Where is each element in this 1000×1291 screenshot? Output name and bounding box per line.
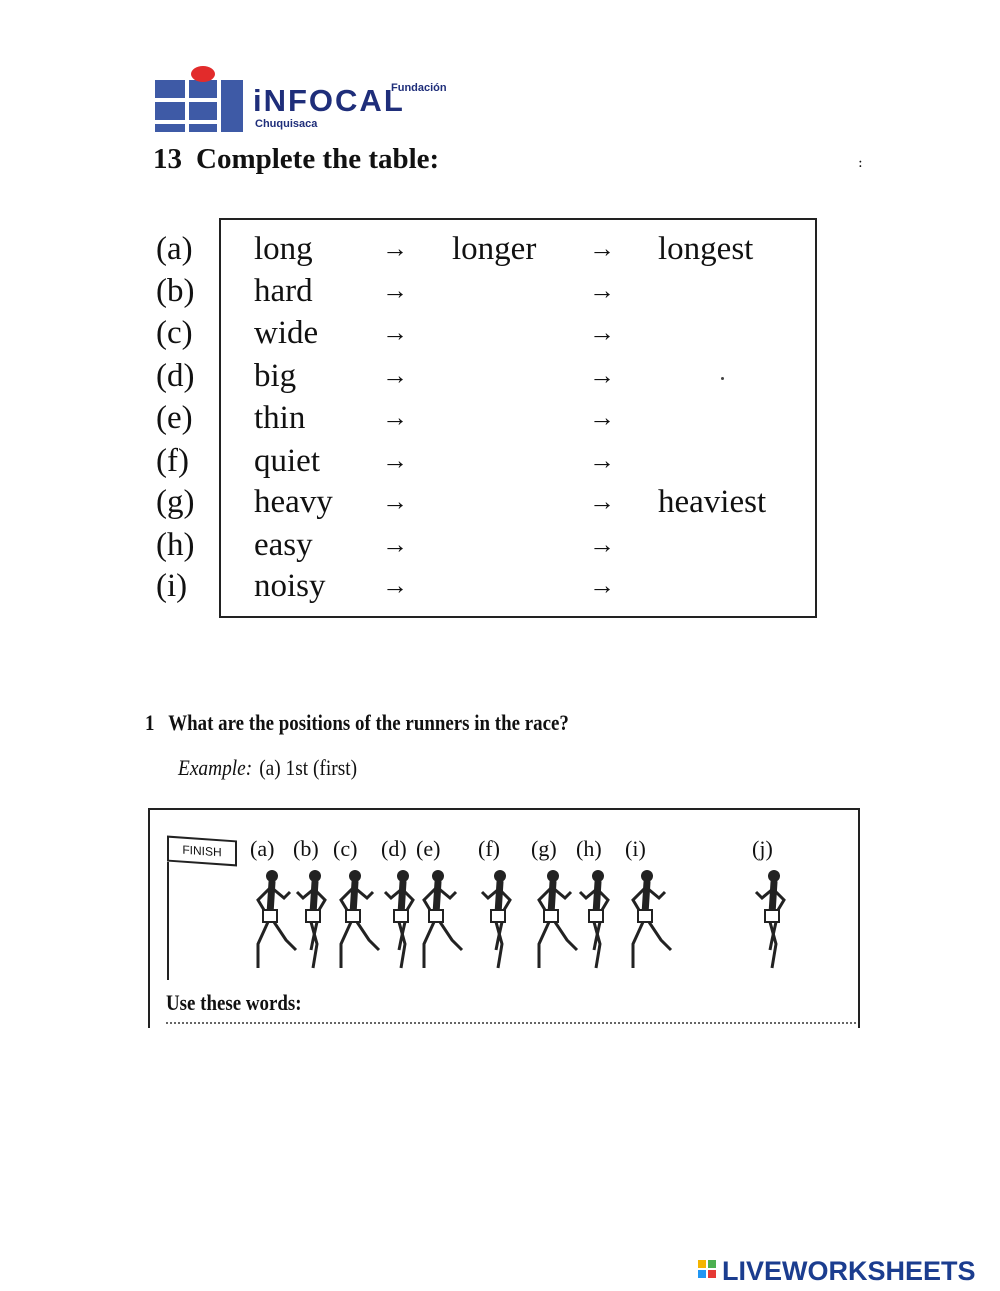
runner-figure-part [539, 922, 549, 968]
runner-figure-part [346, 910, 360, 922]
question-text: What are the positions of the runners in the race? [168, 710, 569, 735]
base-adjective: hard [254, 273, 313, 309]
runner-figure-part [440, 922, 462, 950]
logo-block [189, 80, 217, 98]
stray-dot [721, 377, 724, 380]
runner-label: (j) [752, 836, 773, 861]
runner-figure-part [357, 922, 379, 950]
arrow: → [382, 403, 408, 432]
arrow: → [589, 446, 615, 475]
liveworksheets-text: LIVEWORKSHEETS [722, 1256, 976, 1286]
finish-post [167, 862, 169, 980]
runner-figure-part [306, 910, 320, 922]
base-adjective: long [254, 231, 313, 267]
logo-block [221, 80, 243, 132]
arrow: → [382, 571, 408, 600]
arrow: → [589, 276, 615, 305]
logo-square [698, 1270, 706, 1278]
runner-label: (e) [416, 836, 441, 861]
row-label: (d) [156, 358, 195, 394]
runner-figure [414, 866, 464, 976]
arrow: → [589, 361, 615, 390]
runner-figure [529, 866, 579, 976]
runner-figure-part [258, 922, 268, 968]
infocal-logo [155, 62, 455, 134]
runner-figure [476, 866, 526, 976]
arrow: → [382, 234, 408, 263]
runner-label: (g) [531, 836, 557, 861]
runner-figure [750, 866, 800, 976]
arrow: → [589, 318, 615, 347]
example-line [178, 755, 357, 781]
base-adjective: easy [254, 527, 313, 563]
row-label: (e) [156, 400, 193, 436]
logo-top-text: Fundación [391, 82, 447, 94]
row-label: (b) [156, 273, 195, 309]
base-adjective: wide [254, 315, 319, 351]
stray-mark: : [858, 155, 863, 171]
runner-label: (c) [333, 836, 358, 861]
arrow: → [382, 276, 408, 305]
exercise-number: 13 [153, 143, 182, 175]
runner-figure-part [341, 922, 351, 968]
runner-label: (f) [478, 836, 500, 861]
logo-brand: iNFOCAL [253, 83, 405, 118]
runner-label: (b) [293, 836, 319, 861]
runner-figure [574, 866, 624, 976]
arrow: → [589, 403, 615, 432]
runner-figure-part [589, 910, 603, 922]
exercise-1-question [145, 710, 569, 736]
runner-figure-part [394, 910, 408, 922]
exercise-title: Complete the table: [196, 143, 440, 175]
runner-figure-part [263, 910, 277, 922]
runner-figure-part [765, 910, 779, 922]
logo-block [155, 124, 185, 132]
runner-figure [623, 866, 673, 976]
base-adjective: heavy [254, 484, 333, 520]
arrow: → [382, 530, 408, 559]
logo-block [155, 80, 185, 98]
runner-figure [331, 866, 381, 976]
runner-figure-part [649, 922, 671, 950]
logo-block [155, 102, 185, 120]
runner-figure-part [424, 922, 434, 968]
base-adjective: thin [254, 400, 306, 436]
arrow: → [382, 361, 408, 390]
runner-figure-part [429, 910, 443, 922]
logo-square [708, 1260, 716, 1268]
row-label: (h) [156, 527, 195, 563]
logo-block [189, 102, 217, 120]
finish-sign: FINISH [167, 836, 237, 867]
runner-figure-part [633, 922, 643, 968]
runner-figure-part [491, 910, 505, 922]
example-label: Example: [178, 755, 253, 780]
arrow: → [589, 571, 615, 600]
arrow: → [382, 487, 408, 516]
logo-sub-text: Chuquisaca [255, 118, 318, 130]
base-adjective: quiet [254, 443, 320, 479]
cut-off-text-line [166, 1022, 856, 1028]
runner-label: (a) [250, 836, 275, 861]
logo-square [708, 1270, 716, 1278]
runner-label: (i) [625, 836, 646, 861]
arrow: → [382, 446, 408, 475]
superlative-answer: heaviest [658, 484, 767, 520]
example-text: (a) 1st (first) [259, 755, 358, 780]
exercise-number: 1 [145, 710, 155, 735]
row-label: (g) [156, 484, 195, 520]
logo-square [698, 1260, 706, 1268]
row-label: (a) [156, 231, 193, 267]
use-these-words: Use these words: [166, 990, 302, 1015]
arrow: → [589, 234, 615, 263]
arrow: → [589, 487, 615, 516]
row-label: (f) [156, 443, 189, 479]
logo-red-dot [191, 66, 215, 82]
runner-label: (d) [381, 836, 407, 861]
logo-block [189, 124, 217, 132]
exercise-13-heading [153, 143, 439, 176]
arrow: → [382, 318, 408, 347]
base-adjective: big [254, 358, 297, 394]
runner-label: (h) [576, 836, 602, 861]
runner-figure-part [544, 910, 558, 922]
row-label: (i) [156, 568, 188, 604]
arrow: → [589, 530, 615, 559]
row-label: (c) [156, 315, 193, 351]
base-adjective: noisy [254, 568, 326, 604]
superlative-answer: longest [658, 231, 754, 267]
runner-figure-part [638, 910, 652, 922]
comparative-answer: longer [452, 231, 537, 267]
